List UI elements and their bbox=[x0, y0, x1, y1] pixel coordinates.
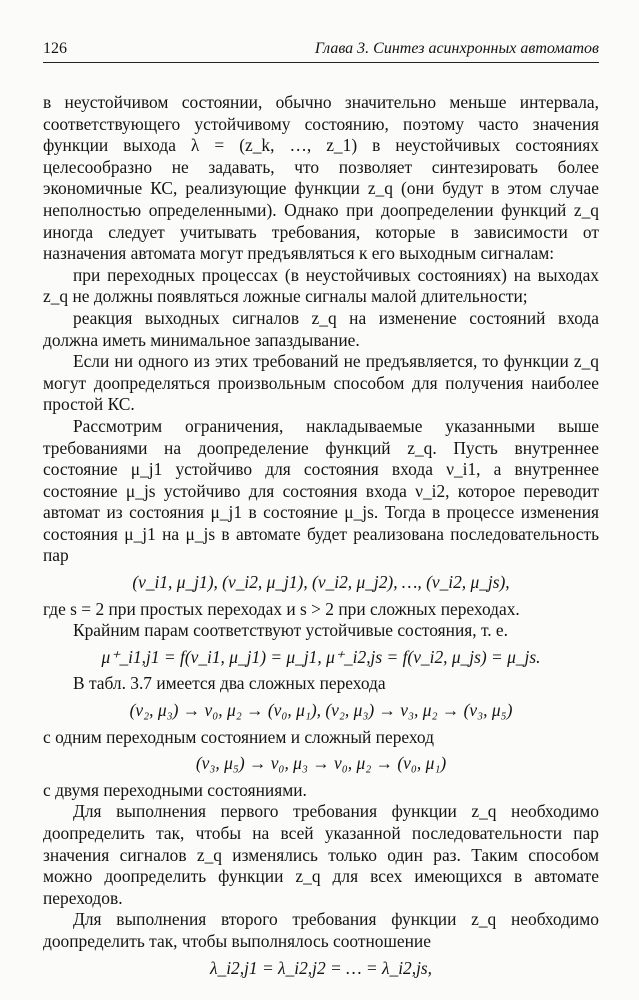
paragraph: где s = 2 при простых переходах и s > 2 при сложных переходах. bbox=[43, 598, 520, 619]
formula-pairs-sequence: (ν_i1, μ_j1), (ν_i2, μ_j1), (ν_i2, μ_j2), …, (ν_i2, μ_js), bbox=[132, 572, 510, 593]
paragraph: с двумя переходными состояниями. bbox=[43, 779, 307, 800]
paragraph: реакция выходных сигналов z_q на изменение состояний входа должна иметь минимальное запаздывание. bbox=[43, 307, 599, 350]
paragraph: с одним переходным состоянием и сложный переход bbox=[43, 726, 434, 747]
paragraph: В табл. 3.7 имеется два сложных перехода bbox=[73, 673, 386, 694]
paragraph: Рассмотрим ограничения, накладываемые указанными выше требованиями на доопределение функций z_q. Пусть внутреннее состояние μ_j1 устойчиво для состояния входа ν_i1, а внутреннее состояние μ_js устойчиво для состояния входа ν_i2, которое переводит автомат из состояния μ_j1 в состояние μ_js. Тогда в процессе изменения состояния μ_j1 на μ_js в автомате будет реализована последовательность пар bbox=[43, 415, 599, 566]
paragraph: при переходных процессах (в неустойчивых состояниях) на выходах z_q не должны появляться ложные сигналы малой длительности; bbox=[43, 264, 599, 307]
page-body bbox=[43, 92, 599, 984]
paragraph: Крайним парам соответствуют устойчивые состояния, т. е. bbox=[73, 620, 509, 641]
paragraph: Если ни одного из этих требований не предъявляется, то функции z_q могут доопределяться произвольным способом для получения наиболее простой КС. bbox=[43, 351, 599, 415]
running-header bbox=[43, 38, 599, 63]
paragraph: в неустойчивом состоянии, обычно значительно меньше интервала, соответствующего устойчивому состоянию, поэтому часто значения функции выхода λ = (z_k, …, z_1) в неустойчивых состояниях целесообразно не задавать, что позволяет синтезировать более экономичные КС, реализующие функции z_q (они будут в этом случае неполностью определенными). Однако при доопределении функций z_q иногда следует учитывать требования, которые в зависимости от назначения автомата могут предъявляться к его выходным сигналам: bbox=[43, 92, 599, 264]
paragraph: Для выполнения первого требования функции z_q необходимо доопределить так, чтобы на всей указанной последовательности пар значения сигналов z_q изменялись только один раз. Таким способом можно доопределить функции z_q для всех имеющихся в автомате переходов. bbox=[43, 801, 599, 908]
chapter-title: Глава 3. Синтез асинхронных автоматов bbox=[314, 40, 599, 57]
formula-complex-transition-two: (ν₃, μ₅) → ν₀, μ₃ → ν₀, μ₂ → (ν₀, μ₁) bbox=[195, 753, 447, 774]
formula-complex-transitions: (ν₂, μ₃) → ν₀, μ₂ → (ν₀, μ₁), (ν₂, μ₃) → ν₃, μ₂ → (ν₃, μ₅) bbox=[129, 700, 513, 721]
formula-stable-states: μ⁺_i1,j1 = f(ν_i1, μ_j1) = μ_j1, μ⁺_i2,js = f(ν_i2, μ_js) = μ_js. bbox=[101, 646, 541, 667]
paragraph: Для выполнения второго требования функции z_q необходимо доопределить так, чтобы выполнялось соотношение bbox=[43, 909, 599, 951]
formula-lambda-equality: λ_i2,j1 = λ_i2,j2 = … = λ_i2,js, bbox=[209, 957, 433, 978]
page-number: 126 bbox=[43, 40, 67, 57]
